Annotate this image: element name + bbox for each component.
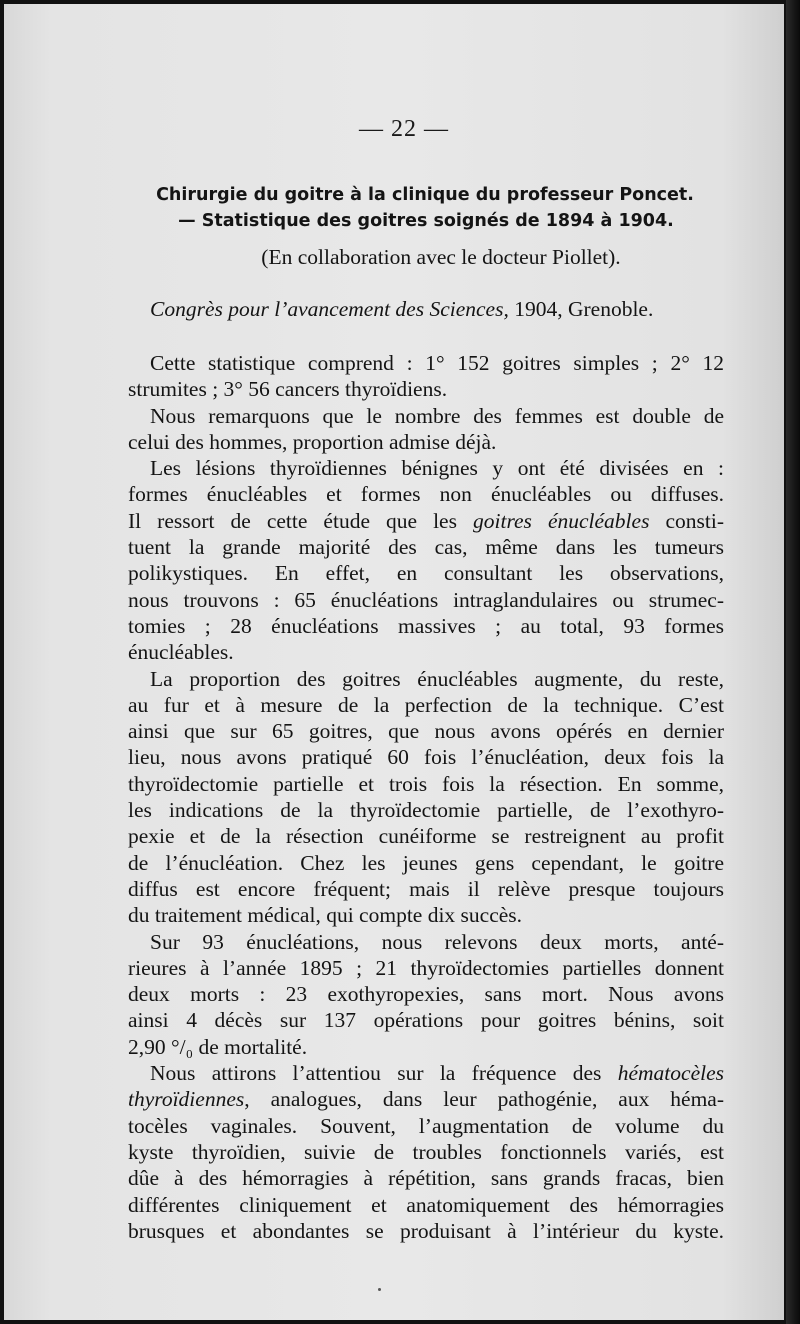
scan-edge-shadow [786, 0, 800, 1324]
paragraph-line: celui des hommes, proportion admise déjà. [128, 429, 497, 454]
text-run: , analogues, dans leur pathogénie, aux héma- [244, 1087, 724, 1112]
paragraph-line [128, 1060, 724, 1086]
paragraph-line: rieures à l’année 1895 ; 21 thyroïdectomies partielles donnent [128, 955, 724, 980]
section-heading [128, 182, 724, 234]
body-text [128, 350, 724, 1244]
paragraph-line: deux morts : 23 exothyropexies, sans mort. Nous avons [128, 982, 724, 1007]
paragraph-line: polikystiques. En effet, en consultant les observations, [128, 561, 724, 586]
paragraph-6 [128, 1060, 724, 1244]
paragraph-line: dûe à des hémorragies à répétition, sans grands fracas, bien [128, 1166, 724, 1191]
paragraph-line: les indications de la thyroïdectomie partielle, de l’exothyro- [128, 798, 724, 823]
paragraph-line [128, 1086, 724, 1112]
paragraph-line: du traitement médical, qui compte dix succès. [128, 903, 523, 928]
text-run: Nous attirons l’attentiou sur la fréquence des [150, 1061, 618, 1086]
paragraph-line [128, 508, 724, 534]
paragraph-3 [128, 455, 724, 665]
paragraph-line: kyste thyroïdien, suivie de troubles fonctionnels variés, est [128, 1139, 724, 1164]
collaboration-note: (En collaboration avec le docteur Piollet). [261, 245, 621, 269]
scanned-page [4, 4, 784, 1320]
paragraph-line: nous trouvons : 65 énucléations intraglandulaires ou strumec- [128, 587, 724, 612]
paragraph-4 [128, 666, 724, 929]
paragraph-line: au fur et à mesure de la perfection de la technique. C’est [128, 692, 724, 717]
heading-line-1: Chirurgie du goitre à la clinique du professeur Poncet. [156, 185, 694, 205]
page-content [128, 182, 724, 1244]
paragraph-line: différentes cliniquement et anatomiquement des hémorragies [128, 1192, 724, 1217]
congress-year-place: 1904, Grenoble. [508, 297, 654, 321]
paper-speck [378, 1288, 381, 1291]
paragraph-line: pexie et de la résection cunéiforme se restreignent au profit [128, 824, 724, 849]
paragraph-5 [128, 929, 724, 1060]
paragraph-line: Cette statistique comprend : 1° 152 goitres simples ; 2° 12 [150, 351, 724, 375]
paragraph-line: lieu, nous avons pratiqué 60 fois l’énucléation, deux fois la [128, 745, 724, 770]
italic-term: goitres énucléables [473, 508, 650, 533]
paragraph-line: énucléables. [128, 640, 234, 665]
paragraph-line: brusques et abondantes se produisant à l’intérieur du kyste. [128, 1218, 724, 1243]
text-run: consti- [649, 508, 724, 533]
paragraph-line: La proportion des goitres énucléables augmente, du reste, [150, 666, 724, 691]
paragraph-line: strumites ; 3° 56 cancers thyroïdiens. [128, 377, 448, 402]
paragraph-1 [128, 350, 724, 403]
paragraph-line: Nous remarquons que le nombre des femmes est double de [150, 403, 724, 428]
paragraph-line: tuent la grande majorité des cas, même dans les tumeurs [128, 535, 724, 560]
page-number: — 22 — [359, 116, 449, 142]
paragraph-line: tocèles vaginales. Souvent, l’augmentation de volume du [128, 1113, 724, 1138]
heading-line-2: — Statistique des goitres soignés de 1894 à 1904. [178, 211, 674, 231]
paragraph-line: formes énucléables et formes non énucléables ou diffuses. [128, 482, 724, 507]
paragraph-line: Les lésions thyroïdiennes bénignes y ont été divisées en : [150, 456, 724, 481]
paragraph-line: Sur 93 énucléations, nous relevons deux morts, anté- [150, 929, 724, 954]
congress-title: Congrès pour l’avancement des Sciences, [150, 297, 509, 321]
paragraph-line: ainsi que sur 65 goitres, que nous avons opérés en dernier [128, 719, 724, 744]
paragraph-line: tomies ; 28 énucléations massives ; au total, 93 formes [128, 613, 724, 638]
congress-reference [128, 294, 724, 324]
text-run: Il ressort de cette étude que les [128, 508, 473, 533]
paragraph-line: thyroïdectomie partielle et trois fois la résection. En somme, [128, 771, 724, 796]
paragraph-line: ainsi 4 décès sur 137 opérations pour goitres bénins, soit [128, 1008, 724, 1033]
italic-term: thyroïdiennes [128, 1087, 245, 1112]
paragraph-line: 2,90 °/₀ de mortalité. [128, 1034, 308, 1059]
paragraph-line: diffus est encore fréquent; mais il relève presque toujours [128, 876, 724, 901]
italic-term: hématocèles [617, 1061, 724, 1086]
paragraph-line: de l’énucléation. Chez les jeunes gens cependant, le goitre [128, 850, 724, 875]
paragraph-2 [128, 403, 724, 456]
